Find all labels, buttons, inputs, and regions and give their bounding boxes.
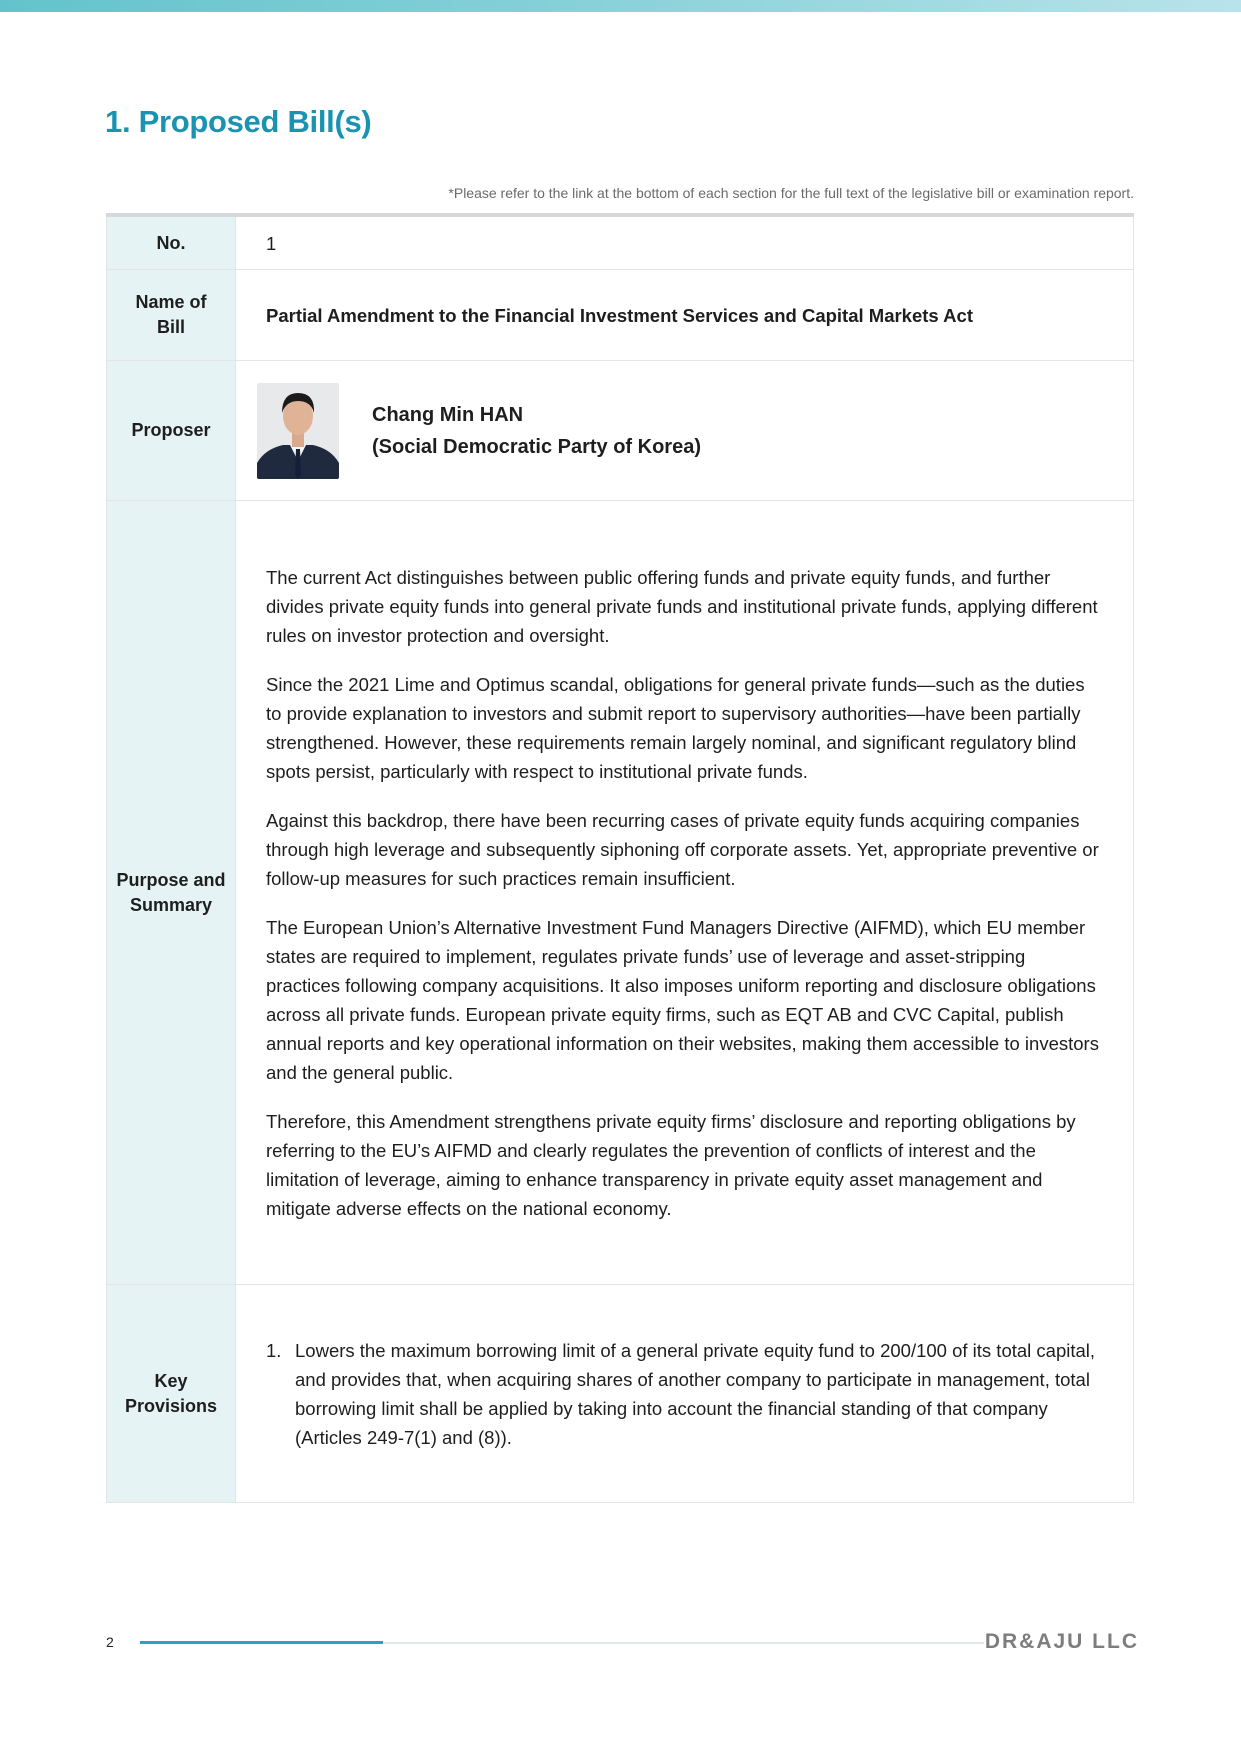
label-purpose-line2: Summary	[129, 894, 213, 915]
provision-text: Lowers the maximum borrowing limit of a general private equity fund to 200/100 of its total capital, and provides that, when acquiring shares of another company to participate in management, total borrowing limit shall be applied by taking into account the financial standing of that company (Articles 249-7(1) and (8)).	[295, 1339, 1096, 1448]
brand-logo: DR&AJU LLC	[984, 1630, 1139, 1653]
proposer-party: (Social Democratic Party of Korea)	[372, 435, 701, 458]
list-item	[266, 1336, 1103, 1452]
table-row-key-provisions	[107, 1285, 1134, 1503]
label-purpose-summary	[107, 501, 236, 1285]
table-row-purpose	[107, 501, 1134, 1285]
label-name-of-bill	[107, 270, 236, 361]
top-decorative-band	[0, 0, 1241, 12]
purpose-paragraph: The current Act distinguishes between public offering funds and private equity funds, and further divides private equity funds into general private funds and institutional private funds, applying different rules on investor protection and oversight.	[266, 566, 1098, 646]
provision-number: 1.	[266, 1339, 282, 1361]
purpose-paragraph: Therefore, this Amendment strengthens private equity firms’ disclosure and reporting obligations by referring to the EU’s AIFMD and clearly regulates the prevention of conflicts of interest and the limitation of leverage, aiming to enhance transparency in private equity asset management and mitigate adverse effects on the national economy.	[266, 1110, 1076, 1219]
bill-name: Partial Amendment to the Financial Investment Services and Capital Markets Act	[236, 270, 1134, 361]
table-row-no	[107, 215, 1134, 270]
footer-progress-accent	[140, 1641, 383, 1644]
key-provisions-cell	[236, 1285, 1134, 1503]
label-no: No.	[107, 215, 236, 270]
bill-table	[106, 213, 1134, 1503]
purpose-paragraph: The European Union’s Alternative Investment Fund Managers Directive (AIFMD), which EU member states are required to implement, regulates private funds’ use of leverage and asset-stripping practices following company acquisitions. It also imposes uniform reporting and disclosure obligations across all private funds. European private equity firms, such as EQT AB and CVC Capital, publish annual reports and key operational information on their websites, making them accessible to investors and the general public.	[266, 916, 1099, 1083]
proposer-block	[237, 383, 1132, 479]
label-proposer: Proposer	[107, 361, 236, 501]
proposer-photo	[257, 383, 339, 479]
section-title: 1. Proposed Bill(s)	[105, 104, 372, 139]
table-row-name	[107, 270, 1134, 361]
proposer-text	[372, 399, 701, 463]
page-number: 2	[106, 1634, 114, 1650]
proposer-cell	[236, 361, 1134, 501]
table-row-proposer	[107, 361, 1134, 501]
purpose-paragraph: Against this backdrop, there have been recurring cases of private equity funds acquiring companies through high leverage and subsequently siphoning off corporate assets. Yet, appropriate preventive or follow-up measures for such practices remain insufficient.	[266, 809, 1099, 889]
label-name-line2: Bill	[156, 317, 185, 337]
purpose-paragraph: Since the 2021 Lime and Optimus scandal, obligations for general private funds—such as the duties to provide explanation to investors and submit report to supervisory authorities—have been partially strengthened. However, these requirements remain largely nominal, and significant regulatory blind spots persist, particularly with respect to institutional private funds.	[266, 673, 1085, 782]
reference-note: *Please refer to the link at the bottom of each section for the full text of the legislative bill or examination report.	[448, 185, 1134, 201]
key-provisions-list	[266, 1336, 1103, 1452]
label-key-line1: Key	[154, 1370, 188, 1391]
label-key-provisions	[107, 1285, 236, 1503]
purpose-summary-cell	[236, 501, 1134, 1285]
label-purpose-line1: Purpose and	[116, 869, 226, 890]
proposer-name: Chang Min HAN	[372, 403, 524, 426]
bill-number: 1	[236, 215, 1134, 270]
label-key-line2: Provisions	[124, 1395, 218, 1416]
label-name-line1: Name of	[135, 292, 207, 312]
